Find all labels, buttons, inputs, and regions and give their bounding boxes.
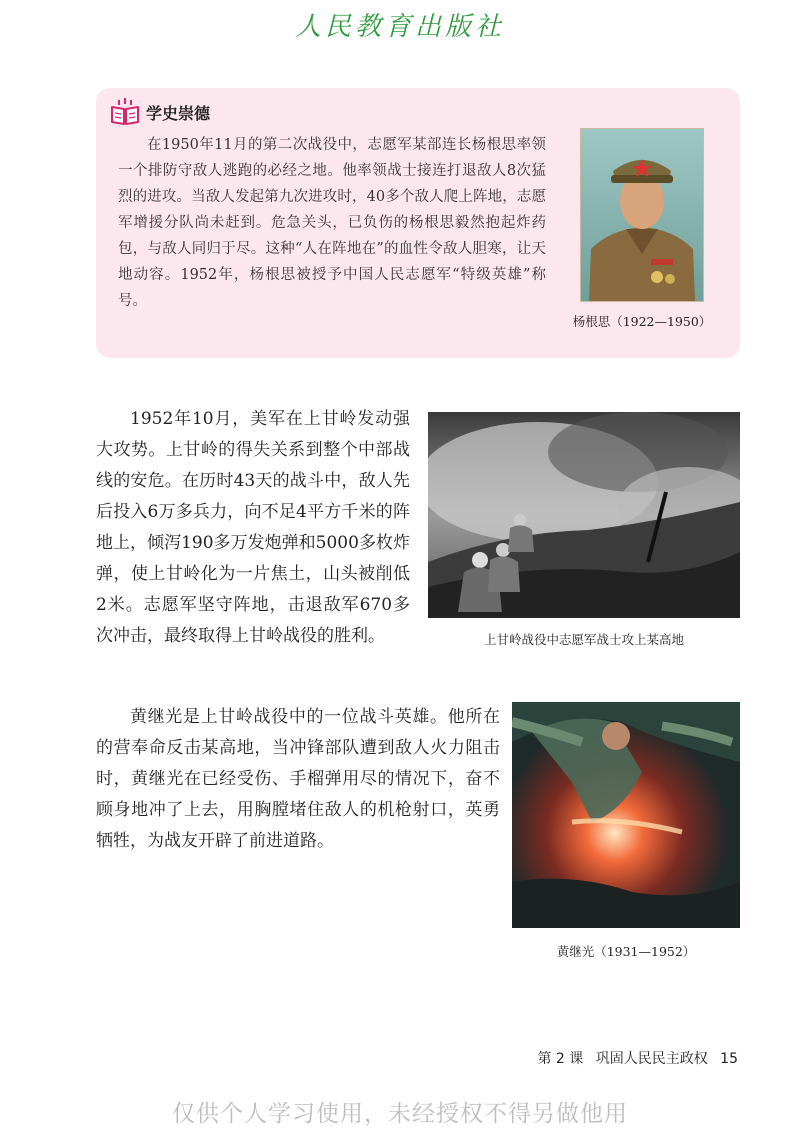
open-book-icon	[110, 98, 140, 126]
lesson-title: 巩固人民民主政权	[595, 1051, 708, 1067]
yang-gensi-portrait	[580, 128, 704, 302]
battle-photo-caption: 上甘岭战役中志愿军战士攻上某高地	[483, 632, 684, 647]
publisher-logo-text: 人民教育出版社	[294, 12, 505, 42]
box-header	[110, 98, 210, 126]
watermark-text: 仅供个人学习使用，未经授权不得另做他用	[172, 1101, 628, 1127]
battle-photo	[428, 412, 740, 618]
huang-jiguang-caption: 黄继光（1931—1952）	[556, 944, 696, 959]
lesson-number: 第 2 课	[537, 1051, 584, 1067]
huang-jiguang-painting	[512, 702, 740, 928]
box-body-text	[118, 132, 546, 314]
page-number: 15	[720, 1051, 738, 1067]
learn-history-box	[96, 88, 740, 358]
main-paragraph-2	[96, 702, 500, 857]
paragraph-shangganling: 1952年10月，美军在上甘岭发动强大攻势。上甘岭的得失关系到整个中部战线的安危。在历时43天的战斗中，敌人先后投入6万多兵力，向不足4平方千米的阵地上，倾泻190多万发炮弹和5000多枚炸弹，使上甘岭化为一片焦土，山头被削低2米。志愿军坚守阵地，击退敌军670多次冲击，最终取得上甘岭战役的胜利。	[96, 409, 410, 646]
box-paragraph: 在1950年11月的第二次战役中，志愿军某部连长杨根思率领一个排防守敌人逃跑的必经之地。他率领战士接连打退敌人8次猛烈的进攻。当敌人发起第九次进攻时，40多个敌人爬上阵地，志愿军增援分队尚未赶到。危急关头，已负伤的杨根思毅然抱起炸药包，与敌人同归于尽。这种“人在阵地在”的血性令敌人胆寒，让天地动容。1952年，杨根思被授予中国人民志愿军“特级英雄”称号。	[118, 137, 546, 309]
portrait-caption: 杨根思（1922—1950）	[572, 314, 712, 329]
paragraph-huang-jiguang: 黄继光是上甘岭战役中的一位战斗英雄。他所在的营奉命反击某高地，当冲锋部队遭到敌人火力阻击时，黄继光在已经受伤、手榴弹用尽的情况下，奋不顾身地冲了上去，用胸膛堵住敌人的机枪射口，英勇牺牲，为战友开辟了前进道路。	[96, 707, 500, 851]
page-footer	[529, 1048, 738, 1068]
box-title: 学史崇德	[146, 103, 211, 123]
main-paragraph-1	[96, 404, 410, 652]
